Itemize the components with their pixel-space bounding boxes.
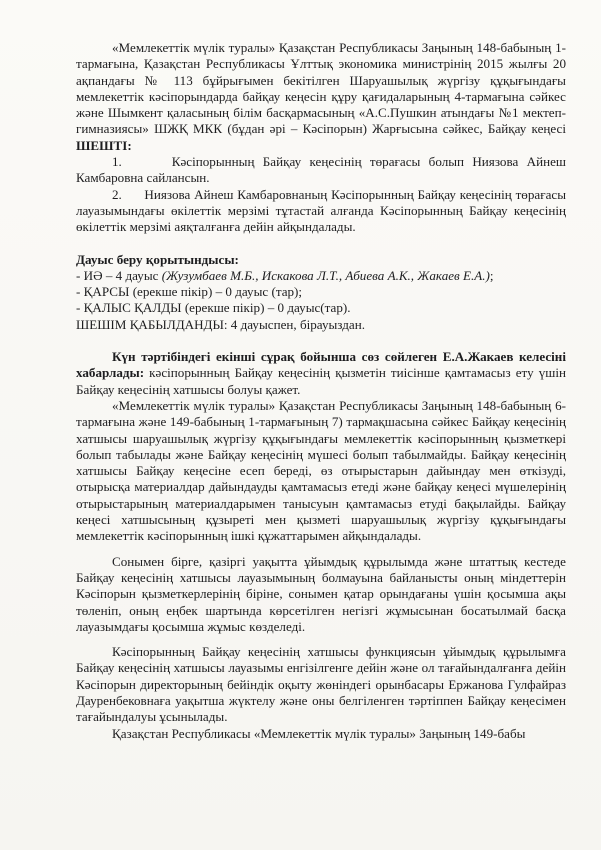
decision-adopted-line: ШЕШІМ ҚАБЫЛДАНДЫ: 4 дауыспен, бірауыздан. [76, 316, 365, 332]
vote-for-end: ; [489, 267, 494, 283]
staffing-paragraph: Сонымен бірге, қазіргі уақытта ұйымдық құрылымда және штаттық кестеде Байқау кеңесінің хатшысы лауазымының болмауына байланысты оның міндеттерін Кәсіпорын қызметкерлерінің біріне, сонымен қатар орындағаны үшін қосымша ақы төленіп, оның еңбек шартында көрсетілген негізгі жұмысынан босатылмай басқа лауазымдағы қосымша жұмыс көзделеді. [76, 553, 566, 634]
spacer [76, 333, 566, 349]
second-question-paragraph [76, 349, 566, 398]
spacer [76, 635, 566, 644]
vote-results-title: Дауыс беру қорытындысы: [76, 251, 239, 267]
law-reference-paragraph: «Мемлекеттік мүлік туралы» Қазақстан Республикасы Заңының 148-бабының 6-тармағына және 149-бабының 1-тармағының 7) тармақшасына сәйкес Байқау кеңесінің хатшысы шаруашылық жүргізу құқығындағы мемлекеттік кәсіпорынның қызметкері болып табылады және Байқау кеңесінің мүшесі болып табылмайды. Байқау кеңесінің хатшысы Байқау кеңесіне есеп береді, өз отырыстарын дайындау мен өткізуді, отырысқа материалдар дайындауды қамтамасыз етеді және байқау кеңесі мүшелерінің отырыстарының материалдарымен танысуын қамтамасыз етуді бақылайды. Байқау кеңесі хатшысының құзыреті мен қызметі шаруашылық жүргізу құқығындағы мемлекеттік кәсіпорынның ішкі құжаттарымен айқындалады. [76, 397, 566, 544]
intro-text: «Мемлекеттік мүлік туралы» Қазақстан Республикасы Заңының 148-бабының 1-тармағына, Қазақстан Республикасы Ұлттық экономика министрінің 2015 жылғы 20 ақпандағы № 113 бұйрығымен бекітілген Шаруашылық жүргізу құқығындағы мемлекеттік кәсіпорындарда байқау кеңесін құру қағидаларының 4-тармағына сәйкес және Шымкент қаласының білім басқармасының «А.С.Пушкин атындағы №1 мектеп-гимназиясы» ШЖҚ МКК (бұдан әрі – Кәсіпорын) Жарғысына сәйкес, Байқау кеңесі [76, 40, 566, 137]
decided-heading: ШЕШТІ: [76, 137, 132, 153]
decision-item-2: 2. Ниязова Айнеш Камбаровнаның Кәсіпорынның Байқау кеңесінің төрағасы лауазымындағы өкілеттік мерзімі тұтастай алғанда Кәсіпорынның Байқау кеңесінің өкілеттік мерзімі аяқталғанға дейін айқындалады. [76, 186, 566, 235]
vote-for-line [76, 268, 566, 284]
secretary-proposal-paragraph: Кәсіпорынның Байқау кеңесінің хатшысы функциясын ұйымдық құрылымға Байқау кеңесінің хатшысы лауазымы енгізілгенге дейін және ол тағайындалғанға дейін Кәсіпорын директорының бейіндік оқыту жөніндегі орынбасары Ержанова Гулфайраз Дауренбековнаға уақытша жүктелу және оны белгіленген тәртіппен Байқау кеңесімен тағайындалуы ұсынылады. [76, 644, 566, 725]
vote-abstain-line: - ҚАЛЫС ҚАЛДЫ (ерекше пікір) – 0 дауыс(тар). [76, 300, 351, 316]
spacer [76, 545, 566, 554]
vote-for-text: - ИӘ – 4 дауыс [76, 267, 162, 283]
intro-paragraph [76, 40, 566, 154]
decision-item-1: 1. Кәсіпорынның Байқау кеңесінің төрағасы болып Ниязова Айнеш Камбаровна сайлансын. [76, 154, 566, 186]
spacer [76, 236, 566, 252]
vote-against-line: - ҚАРСЫ (ерекше пікір) – 0 дауыс (тар); [76, 284, 303, 300]
final-paragraph: Қазақстан Республикасы «Мемлекеттік мүлік туралы» Заңының 149-бабы [112, 725, 526, 741]
vote-for-names: (Жузумбаев М.Б., Искакова Л.Т., Абиева А.К., Жакаев Е.А.) [161, 267, 490, 283]
document-body [76, 40, 566, 742]
speaker-intro: Күн тәртібіндегі екінші сұрақ бойынша сөз сөйлеген Е.А.Жакаев келесіні хабарлады: [76, 349, 566, 381]
speaker-message: кәсіпорынның Байқау кеңесінің қызметін тиісінше қамтамасыз ету үшін Байқау кеңесінің хатшысы болуы қажет. [76, 365, 566, 397]
